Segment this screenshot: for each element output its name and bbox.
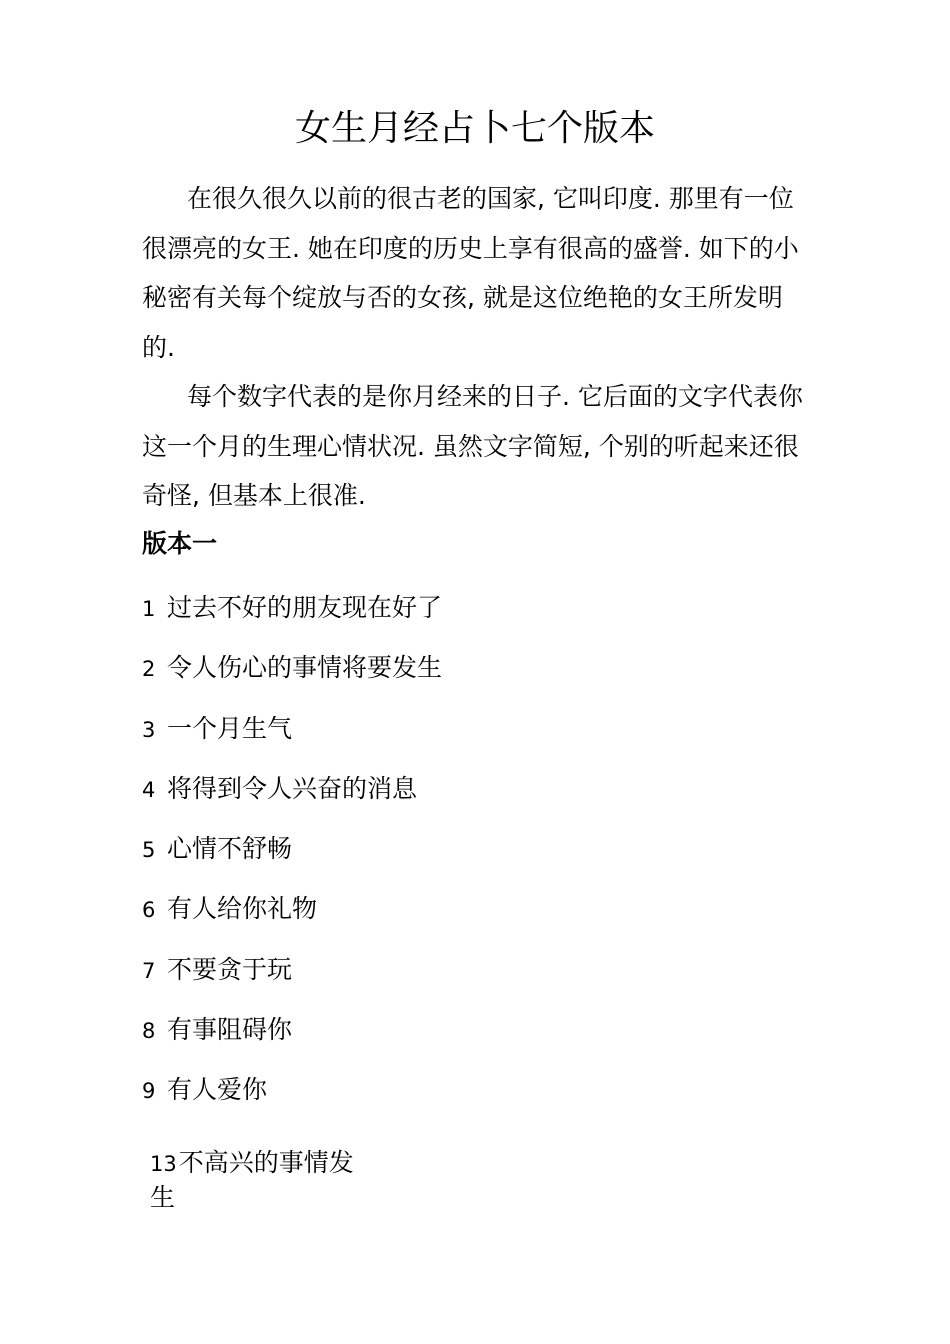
list-item (142, 769, 442, 829)
list-item (142, 648, 442, 708)
day-meaning: 心情不舒畅 (167, 834, 293, 864)
day-number: 4 (142, 777, 156, 802)
day-meaning: 不高兴的事情发生 (150, 1148, 354, 1212)
list-item (142, 1010, 442, 1070)
day-meaning: 一个月生气 (167, 713, 293, 743)
day-meaning: 将得到令人兴奋的消息 (167, 773, 418, 803)
day-number: 8 (142, 1019, 156, 1044)
list-item-13 (150, 1146, 355, 1215)
intro-paragraph-1: 在很久很久以前的很古老的国家, 它叫印度. 那里有一位很漂亮的女王. 她在印度的历史上享有很高的盛誉. 如下的小秘密有关每个绽放与否的女孩, 就是这位绝艳的女王所发明的. (142, 184, 799, 362)
day-number: 2 (142, 657, 156, 682)
day-list (142, 588, 442, 1131)
day-meaning: 有人给你礼物 (167, 894, 318, 924)
list-item (142, 889, 442, 949)
day-meaning: 有事阻碍你 (167, 1015, 293, 1045)
list-item (142, 950, 442, 1010)
list-item (142, 1070, 442, 1130)
day-number: 13 (150, 1152, 177, 1176)
day-meaning: 不要贪于玩 (167, 954, 293, 984)
day-number: 9 (142, 1079, 156, 1104)
day-meaning: 有人爱你 (167, 1075, 268, 1105)
version-heading: 版本一 (142, 529, 218, 558)
day-number: 3 (142, 717, 156, 742)
list-item (142, 829, 442, 889)
day-number: 6 (142, 898, 156, 923)
intro-paragraph-2: 每个数字代表的是你月经来的日子. 它后面的文字代表你这一个月的生理心情状况. 虽然文字简短, 个别的听起来还很奇怪, 但基本上很准. (142, 382, 803, 510)
day-number: 5 (142, 838, 156, 863)
day-meaning: 过去不好的朋友现在好了 (167, 593, 443, 622)
day-number: 1 (142, 597, 156, 621)
list-item (142, 709, 442, 769)
list-item (142, 588, 442, 648)
day-meaning: 令人伤心的事情将要发生 (167, 653, 443, 683)
day-number: 7 (142, 958, 156, 983)
page-title: 女生月经占卜七个版本 (294, 108, 655, 149)
